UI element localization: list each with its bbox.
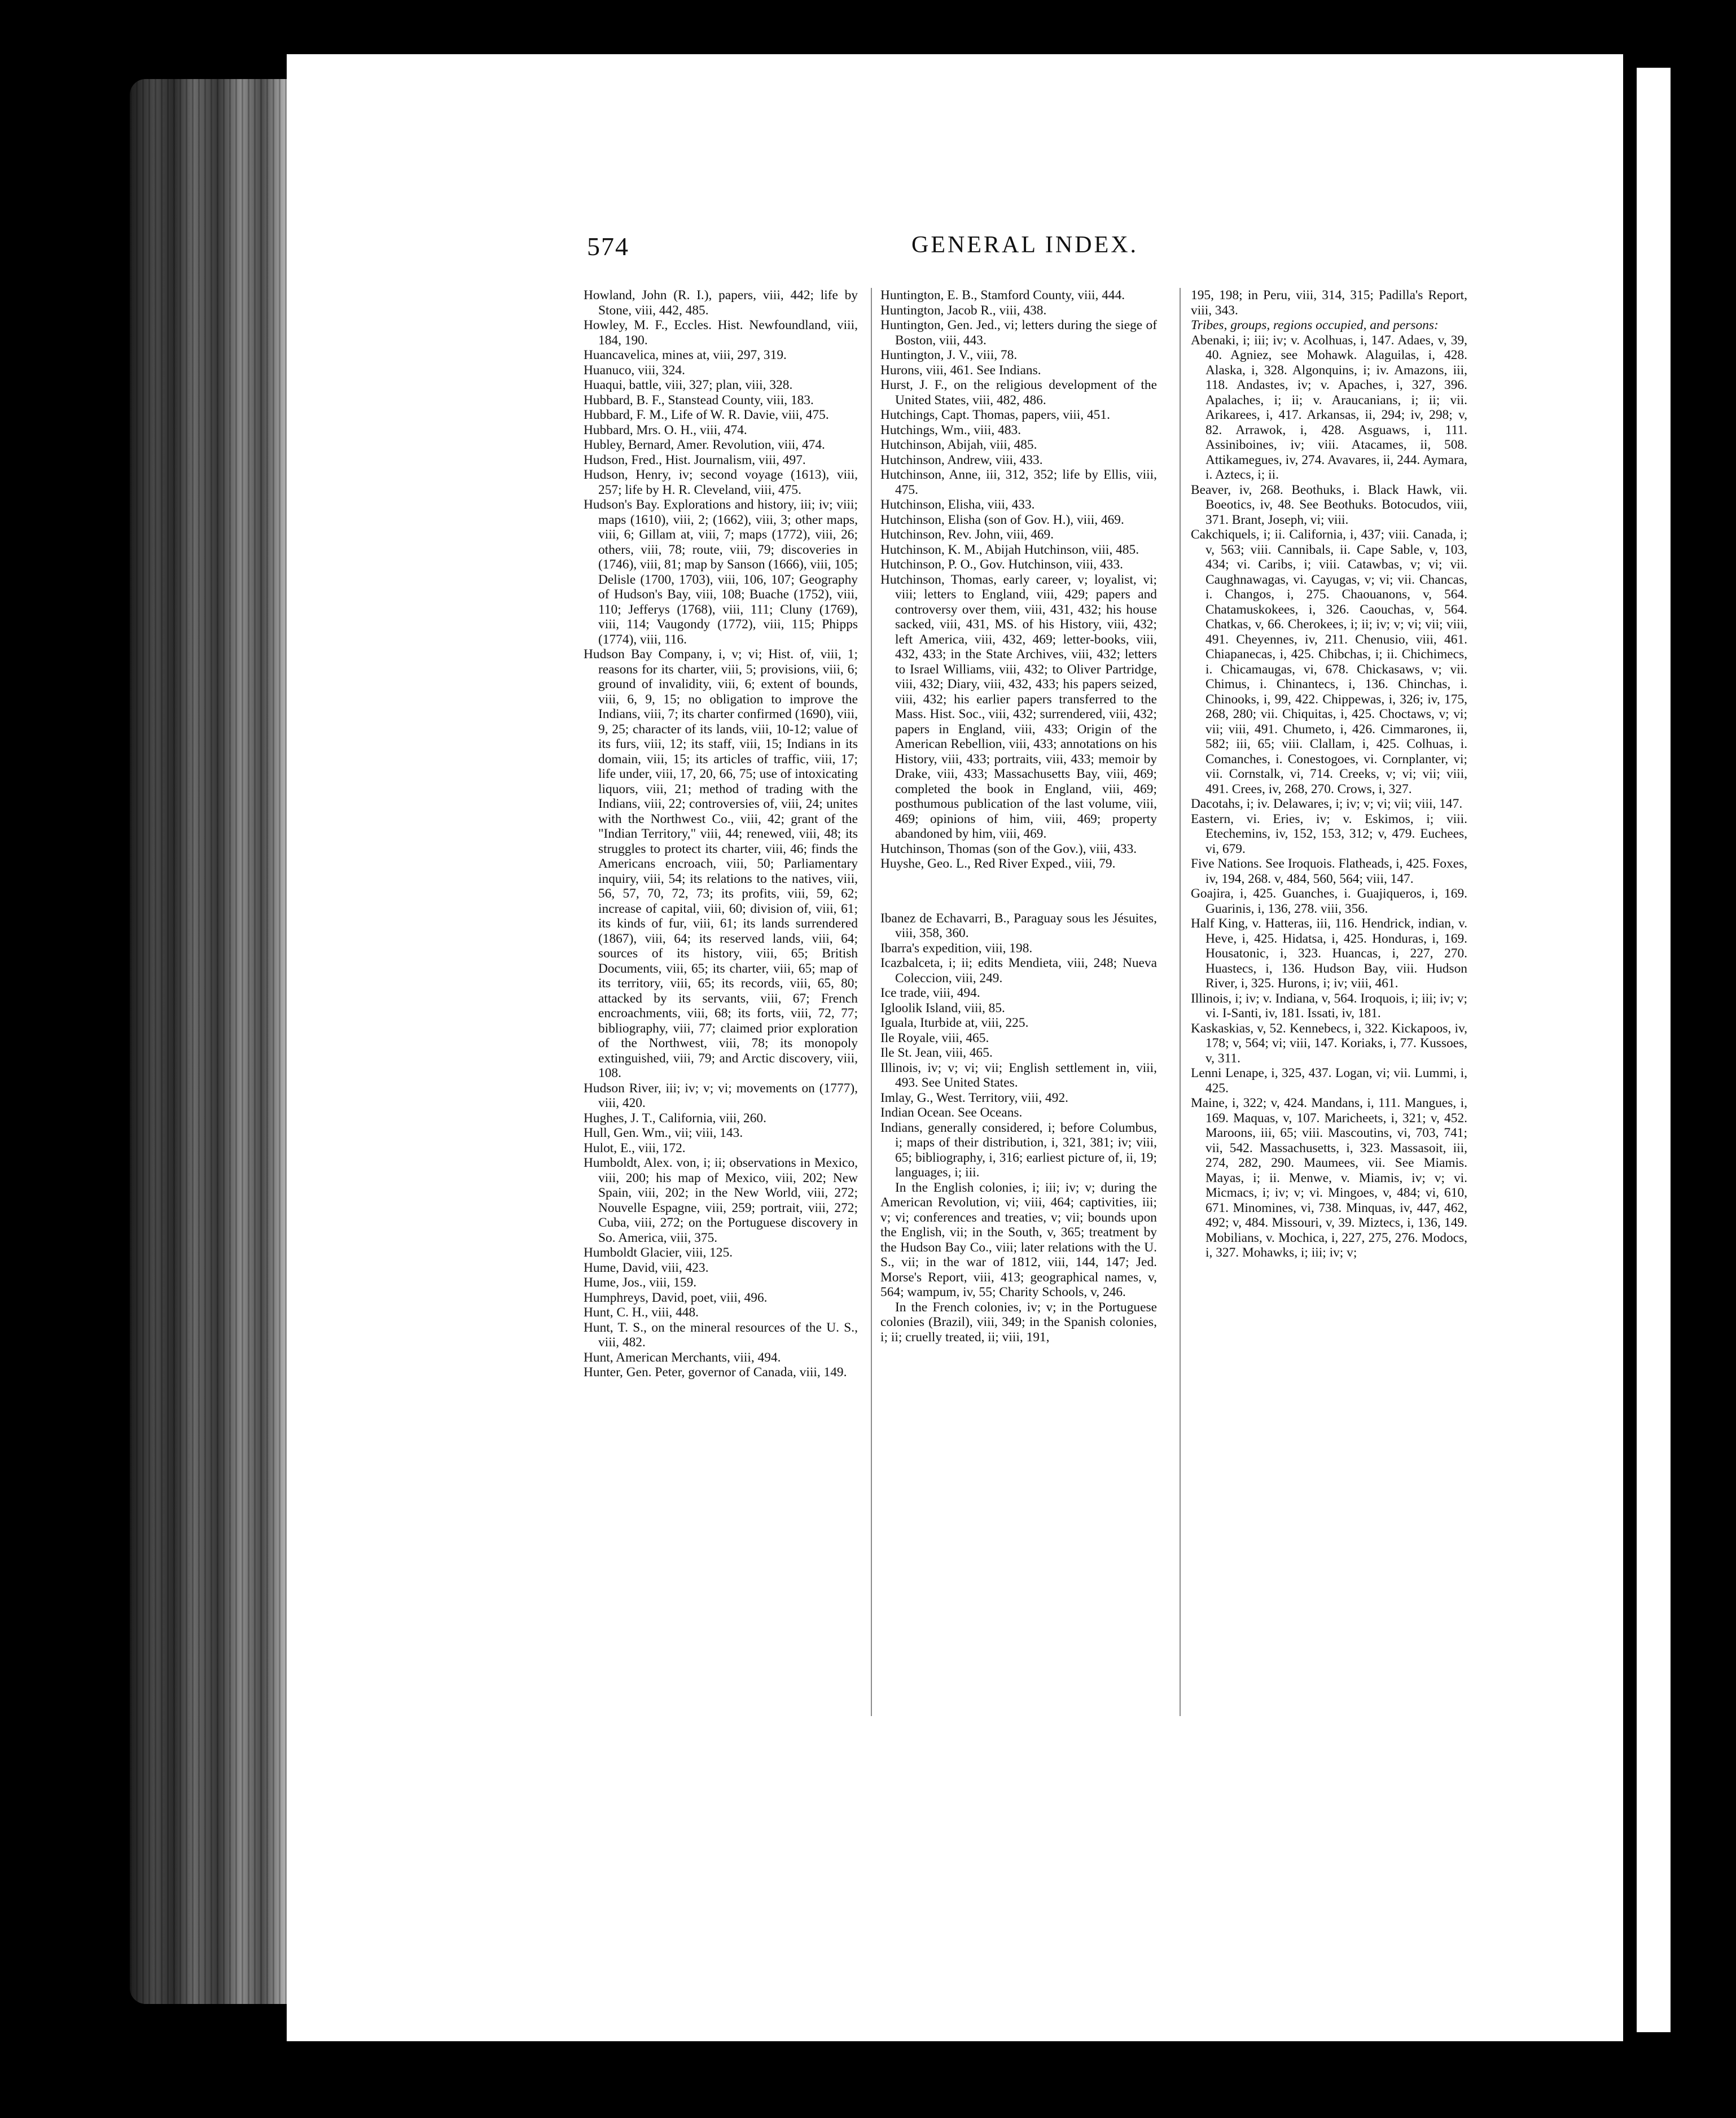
- index-entry-hudsons-bay: Hudson's Bay. Explorations and history, iii; iv; viii; maps (1610), viii, 2; (1662), viii, 3; other maps, viii, 6; Gillam at, viii, 7; maps (1772), viii, 26; others, viii, 78; route, viii, 79; discoveries in (1746), viii, 81; map by Sanson (1666), viii, 105; Delisle (1700, 1703), viii, 106, 107; Geography of Hudson's Bay, viii, 108; Buache (1752), viii, 110; Jefferys (1768), viii, 111; Cluny (1769), viii, 114; Vaugondy (1772), viii, 115; Phipps (1774), viii, 116.: [584, 497, 858, 647]
- index-entry: Huntington, J. V., viii, 78.: [880, 348, 1018, 362]
- index-tribes-c: Cakchiquels, i; ii. California, i, 437; viii. Canada, i; v, 563; viii. Cannibals, ii. Cape Sable, v, 103, 434; vi. Caribs, i; viii. Catawbas, v; vi; vii. Caughnawagas, vi. Cayugas, v; vi; vii. Chancas, i. Changos, i, 275. Chaouanons, v, 564. Chatamuskokees, i, 326. Caouchas, v, 564. Chatkas, v, 66. Cherokees, i; ii; iv; v; vi; vii; viii, 491. Cheyennes, iv, 211. Chenusio, viii, 461. Chiapanecas, i, 425. Chibchas, i; ii. Chichimecs, i. Chicamaugas, vi, 678. Chickasaws, v; vii. Chimus, i. Chinantecs, i, 136. Chinchas, i. Chinooks, i, 99, 422. Chippewas, i, 326; iv, 175, 268, 280; vii. Chiquitas, i, 425. Choctaws, v; vi; vii; viii, 491. Chumeto, i, 426. Cimmarones, ii, 582; iii, 65; viii. Clallam, i, 425. Colhuas, i. Comanches, i. Conestogoes, vi. Cornplanter, vi; vii. Cornstalk, vi, 714. Creeks, v; vi; vii; viii, 491. Crees, iv, 268, 270. Crows, i, 327.: [1191, 527, 1467, 797]
- index-entry: Hutchinson, Elisha (son of Gov. H.), viii, 469.: [880, 512, 1124, 527]
- index-entry: Iguala, Iturbide at, viii, 225.: [880, 1016, 1029, 1030]
- index-tribes-e: Eastern, vi. Eries, iv; v. Eskimos, i; viii. Etechemins, iv, 152, 153, 312; v, 479. Euchees, vi, 679.: [1191, 811, 1467, 856]
- page-header: [587, 231, 1208, 265]
- index-tribes-a: Abenaki, i; iii; iv; v. Acolhuas, i, 147. Adaes, v, 39, 40. Agniez, see Mohawk. Alaguilas, i, 428. Alaska, i, 328. Algonquins, i; iv. Amazons, iii, 118. Andastes, iv; v. Apaches, i, 327, 396. Apalaches, i; ii; v. Araucanians, i; ii; vii. Arikarees, i, 417. Arkansas, ii, 294; iv, 298; v, 82. Arrawok, i, 428. Asguaws, i, 111. Assiniboines, iv; viii. Atacames, ii, 508. Attikamegues, iv, 274. Avavares, ii, 244. Aymara, i. Aztecs, i; ii.: [1191, 332, 1467, 482]
- index-column-3: [1191, 288, 1467, 1261]
- index-entry: Hutchinson, Thomas, early career, v; loyalist, vi; viii; letters to England, viii, 429; papers and controversy over them, viii, 431, 432; his house sacked, viii, 431, MS. of his History, viii, 432; left America, viii, 432, 469; letter-books, viii, 432, 433; in the State Archives, viii, 432; letters to Israel Williams, viii, 432; to Oliver Partridge, viii, 432; Diary, viii, 432, 433; his papers seized, viii, 432; his earlier papers transferred to the Mass. Hist. Soc., viii, 432; surrendered, viii, 432; papers in England, viii, 433; Origin of the American Rebellion, viii, 433; annotations on his History, viii, 433; portraits, viii, 433; memoir by Drake, viii, 433; Massachusetts Bay, viii, 469; completed the book in England, viii, 469; posthumous publication of the last volume, viii, 469; opinions of him, viii, 469; property abandoned by him, viii, 469.: [880, 572, 1157, 841]
- index-tribes-h: Half King, v. Hatteras, iii, 116. Hendrick, indian, v. Heve, i, 425. Hidatsa, i, 425. Honduras, i, 169. Housatonic, i, 323. Huancas, i, 227, 270. Huastecs, i, 136. Hudson Bay, viii. Hudson River, i, 325. Hurons, i; iv; viii, 461.: [1191, 916, 1467, 991]
- index-entry: Howland, John (R. I.), papers, viii, 442; life by Stone, viii, 442, 485.: [584, 288, 858, 318]
- index-subentry: In the French colonies, iv; v; in the Portuguese colonies (Brazil), viii, 349; in the Spanish colonies, i; ii; cruelly treated, ii; viii, 191,: [880, 1299, 1157, 1345]
- index-tribes-b: Beaver, iv, 268. Beothuks, i. Black Hawk, vii. Boeotics, iv, 48. See Beothuks. Botocudos, viii, 371. Brant, Joseph, vi; viii.: [1191, 482, 1467, 527]
- index-entry: Hutchinson, Rev. John, viii, 469.: [880, 527, 1054, 542]
- index-entry: Hunt, American Merchants, viii, 494.: [584, 1350, 781, 1365]
- column-rule: [1180, 288, 1181, 1716]
- index-entry: Hunt, C. H., viii, 448.: [584, 1305, 699, 1320]
- index-entry: Humboldt, Alex. von, i; ii; observations in Mexico, viii, 200; his map of Mexico, viii, 202; New Spain, viii, 202; in the New World, viii, 272; Nouvelle Espagne, viii, 259; portrait, viii, 272; Cuba, viii, 272; on the Portuguese discovery in So. America, viii, 375.: [584, 1156, 858, 1245]
- index-entry: Hutchinson, P. O., Gov. Hutchinson, viii, 433.: [880, 557, 1123, 572]
- index-entry: Igloolik Island, viii, 85.: [880, 1000, 1005, 1016]
- index-tribes-m: Maine, i, 322; v, 424. Mandans, i, 111. Mangues, i, 169. Maquas, v, 107. Maricheets, i, 321; v, 452. Maroons, iii, 65; viii. Mascoutins, vi, 703, 741; vii, 542. Massachusetts, i, 323. Massasoit, iii, 274, 282, 290. Maumees, vii. See Miamis. Mayas, i; ii. Menwe, v. Miamis, iv; v; vi. Micmacs, i; iv; v; vi. Mingoes, v, 484; vi, 610, 671. Minomines, vi, 738. Minquas, iv, 447, 462, 492; v, 484. Missouri, v, 39. Miztecs, i, 136, 149. Mobilians, v. Mochica, i, 227, 275, 276. Modocs, i, 327. Mohawks, i; iii; iv; v;: [1191, 1096, 1467, 1260]
- index-entry: Huancavelica, mines at, viii, 297, 319.: [584, 348, 787, 362]
- index-entry: Hunter, Gen. Peter, governor of Canada, viii, 149.: [584, 1365, 847, 1380]
- index-entry: Huntington, Jacob R., viii, 438.: [880, 303, 1047, 318]
- index-entry: Hubley, Bernard, Amer. Revolution, viii, 474.: [584, 437, 825, 452]
- index-entry: Huyshe, Geo. L., Red River Exped., viii, 79.: [880, 856, 1116, 871]
- index-entry: Hughes, J. T., California, viii, 260.: [584, 1110, 766, 1126]
- index-entry: Huntington, Gen. Jed., vi; letters during the siege of Boston, viii, 443.: [880, 318, 1157, 348]
- index-tribes-g: Goajira, i, 425. Guanches, i. Guajiqueros, i, 169. Guarinis, i, 136, 278. viii, 356.: [1191, 886, 1467, 916]
- index-entry: Ice trade, viii, 494.: [880, 986, 980, 1000]
- index-entry: Hutchinson, Abijah, viii, 485.: [880, 437, 1037, 452]
- index-entry: Hull, Gen. Wm., vii; viii, 143.: [584, 1126, 743, 1140]
- index-tribes-d: Dacotahs, i; iv. Delawares, i; iv; v; vi; vii; viii, 147.: [1191, 797, 1463, 811]
- index-subentry: In the English colonies, i; iii; iv; v; during the American Revolution, vi; viii, 464; captivities, iii; v; vi; conferences and treaties, v; vii; bounds upon the English, vii; in the South, v, 365; treatment by the Hudson Bay Co., viii; later relations with the U. S., vii; in the war of 1812, viii, 144, 147; Jed. Morse's Report, viii, 413; geographical names, v, 564; wampum, iv, 55; Charity Schools, v, 246.: [880, 1180, 1157, 1299]
- index-entry: Hurons, viii, 461. See Indians.: [880, 362, 1041, 378]
- index-column-1: [584, 288, 858, 1380]
- index-entry: Hudson River, iii; iv; v; vi; movements on (1777), viii, 420.: [584, 1080, 858, 1110]
- index-entry: Hudson, Henry, iv; second voyage (1613), viii, 257; life by H. R. Cleveland, viii, 475.: [584, 467, 858, 497]
- index-entry: Hume, Jos., viii, 159.: [584, 1275, 697, 1290]
- index-entry: Ibarra's expedition, viii, 198.: [880, 940, 1033, 956]
- index-entry: Illinois, iv; v; vi; vii; English settlement in, viii, 493. See United States.: [880, 1060, 1157, 1090]
- index-entry: Hubbard, B. F., Stanstead County, viii, 183.: [584, 392, 814, 408]
- index-tribes-k: Kaskaskias, v, 52. Kennebecs, i, 322. Kickapoos, iv, 178; v, 564; vi; viii, 147. Koriaks, i, 77. Kussoes, v, 311.: [1191, 1021, 1467, 1066]
- page-number: 574: [587, 232, 629, 261]
- index-entry: Ile Royale, viii, 465.: [880, 1030, 989, 1045]
- index-tribes-f: Five Nations. See Iroquois. Flatheads, i, 425. Foxes, iv, 194, 268. v, 484, 560, 564; viii, 147.: [1191, 856, 1467, 886]
- index-entry: Hutchinson, Andrew, viii, 433.: [880, 452, 1043, 467]
- index-entry: Indian Ocean. See Oceans.: [880, 1105, 1023, 1120]
- index-tribes-l: Lenni Lenape, i, 325, 437. Logan, vi; vii. Lummi, i, 425.: [1191, 1066, 1467, 1096]
- index-entry: Ibanez de Echavarri, B., Paraguay sous les Jésuites, viii, 358, 360.: [880, 911, 1157, 940]
- index-entry: Hulot, E., viii, 172.: [584, 1140, 686, 1156]
- index-entry: Icazbalceta, i; ii; edits Mendieta, viii, 248; Nueva Coleccion, viii, 249.: [880, 956, 1157, 986]
- column-rule: [871, 288, 872, 1716]
- index-entry: Hurst, J. F., on the religious development of the United States, viii, 482, 486.: [880, 378, 1157, 408]
- index-subheading: Tribes, groups, regions occupied, and persons:: [1191, 318, 1439, 332]
- index-entry: Hutchings, Wm., viii, 483.: [880, 422, 1022, 437]
- index-entry: Hutchinson, Thomas (son of the Gov.), viii, 433.: [880, 841, 1137, 856]
- index-entry: Imlay, G., West. Territory, viii, 492.: [880, 1090, 1068, 1105]
- next-page-sliver: [1637, 68, 1671, 2032]
- index-entry: Hutchinson, K. M., Abijah Hutchinson, viii, 485.: [880, 542, 1139, 557]
- index-column-2: [880, 288, 1157, 1345]
- index-entry: Hudson Bay Company, i, v; vi; Hist. of, viii, 1; reasons for its charter, viii, 5; provisions, viii, 6; ground of invalidity, viii, 6; extent of bounds, viii, 6, 9, 15; no obligation to improve the Indians, viii, 7; its charter confirmed (1690), viii, 9, 25; character of its lands, viii, 10-12; value of its furs, viii, 12; its staff, viii, 15; Indians in its domain, viii, 15; its articles of traffic, viii, 17; life under, viii, 17, 20, 66, 75; use of intoxicating liquors, viii, 21; method of trading with the Indians, viii, 22; controversies of, viii, 24; unites with the Northwest Co., viii, 42; grant of the "Indian Territory," viii, 44; renewed, viii, 48; its struggles to protect its charter, viii, 46; finds the Americans encroach, viii, 50; Parliamentary inquiry, viii, 54; its relations to the natives, viii, 56, 57, 70, 72, 73; its profits, viii, 59, 62; increase of capital, viii, 60; division of, viii, 61; its kinds of fur, viii, 61; its lands surrendered (1867), viii, 64; its reserved lands, viii, 64; sources of its history, viii, 65; British Documents, viii, 65; its charter, viii, 65; map of its territory, viii, 65; its records, viii, 65, 80; attacked by its servants, viii, 67; French encroachments, viii, 68; its forts, viii, 72, 77; bibliography, viii, 77; claimed prior exploration of the Northwest, viii, 78; its monopoly extinguished, viii, 79; and Arctic discovery, viii, 108.: [584, 647, 858, 1080]
- index-entry: Hubbard, F. M., Life of W. R. Davie, viii, 475.: [584, 408, 829, 422]
- index-entry: Hume, David, viii, 423.: [584, 1260, 709, 1275]
- index-entry: Ile St. Jean, viii, 465.: [880, 1045, 993, 1060]
- index-entry: Hudson, Fred., Hist. Journalism, viii, 497.: [584, 452, 806, 467]
- index-entry: Hubbard, Mrs. O. H., viii, 474.: [584, 422, 747, 437]
- index-tribes-i: Illinois, i; iv; v. Indiana, v, 564. Iroquois, i; iii; iv; v; vi. I-Santi, iv, 181. Issati, iv, 181.: [1191, 991, 1467, 1021]
- index-entry: Huntington, E. B., Stamford County, viii, 444.: [880, 288, 1125, 303]
- index-entry: Hutchings, Capt. Thomas, papers, viii, 451.: [880, 408, 1110, 422]
- index-entry: Howley, M. F., Eccles. Hist. Newfoundland, viii, 184, 190.: [584, 318, 858, 348]
- index-entry-indians: Indians, generally considered, i; before Columbus, i; maps of their distribution, i, 321, 381; iv; viii, 65; bibliography, i, 316; earliest picture of, ii, 19; languages, i; iii.: [880, 1120, 1157, 1180]
- running-head: GENERAL INDEX.: [911, 232, 1139, 258]
- index-entry: Hutchinson, Elisha, viii, 433.: [880, 497, 1035, 512]
- index-entry: Huaqui, battle, viii, 327; plan, viii, 328.: [584, 378, 793, 392]
- index-entry: Hunt, T. S., on the mineral resources of the U. S., viii, 482.: [584, 1320, 858, 1350]
- index-entry: Huanuco, viii, 324.: [584, 362, 685, 378]
- index-entry-continued: 195, 198; in Peru, viii, 314, 315; Padilla's Report, viii, 343.: [1191, 288, 1467, 318]
- page-edges-texture: [130, 79, 299, 2004]
- index-entry: Hutchinson, Anne, iii, 312, 352; life by Ellis, viii, 475.: [880, 467, 1157, 497]
- index-entry: Humboldt Glacier, viii, 125.: [584, 1245, 733, 1260]
- index-entry: Humphreys, David, poet, viii, 496.: [584, 1290, 768, 1305]
